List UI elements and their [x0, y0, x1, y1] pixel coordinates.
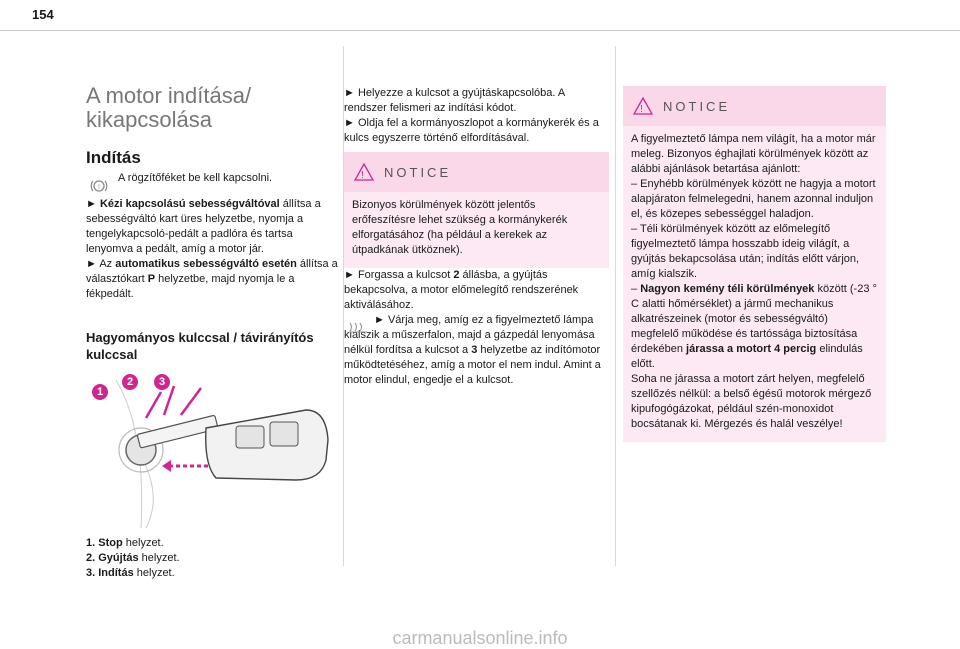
- step: [344, 116, 609, 146]
- figure-legend: [86, 536, 341, 581]
- warning-triangle-icon: [633, 97, 653, 115]
- legend-term: Gyújtás: [98, 552, 139, 564]
- subsection-heading: Hagyományos kulccsal / távirányítós kulccsal: [86, 330, 314, 362]
- step-text: Oldja fel a kormányoszlopot a kormánykerék és a kulcs egyszerre történő elfordításával.: [344, 117, 599, 144]
- bullet: ►: [374, 314, 385, 326]
- svg-text:!: !: [361, 170, 367, 181]
- bold-text: Kézi kapcsolású sebességváltóval: [99, 198, 280, 210]
- notice-text: A figyelmeztető lámpa nem világít, ha a motor már meleg. Bizonyos éghajlati körülmények között az alábbi ajánlások betartása ajánlott:: [631, 133, 876, 175]
- text: –: [631, 283, 641, 295]
- svg-text:!: !: [98, 184, 100, 191]
- legend-num: 2.: [86, 552, 96, 564]
- callout-3: 3: [154, 374, 170, 390]
- bullet: ►: [344, 117, 355, 129]
- notice-list-item: [631, 282, 878, 372]
- manual-paragraph: [86, 197, 341, 302]
- notice-text: Bizonyos körülmények között jelentős erőfeszítésre lehet szükség a kormánykerék elforgatásához (ha például a kerekek az útpadkának ütköznek).: [344, 192, 609, 268]
- preheat-lamp-icon: [348, 320, 368, 338]
- callout-1: 1: [92, 384, 108, 400]
- steps-top: [344, 86, 609, 146]
- step: [344, 313, 609, 388]
- bold-text: járassa a motort 4 percig: [686, 343, 817, 355]
- legend-term: Stop: [98, 537, 123, 549]
- notice-header: [623, 86, 886, 126]
- notice-content: [623, 126, 886, 442]
- notice-list-item: – Téli körülmények között az előmelegítő figyelmeztető lámpa hosszabb ideig világít, a gyújtás bekapcsolása után; indítás előtt várjon, amíg kialszik.: [631, 223, 860, 280]
- legend-text: helyzet.: [133, 567, 175, 579]
- footer-watermark: carmanualsonline.info: [392, 628, 568, 648]
- legend-term: Indítás: [98, 567, 134, 579]
- bold-text: 3: [471, 344, 478, 356]
- warning-triangle-icon: [354, 163, 374, 181]
- bullet: ►: [344, 269, 355, 281]
- key-ignition-figure: [86, 370, 341, 528]
- page-number: 154: [32, 7, 54, 22]
- bullet: ►: [344, 87, 355, 99]
- step-text: helyzetbe az indítómotor működtetéséhez, amíg a motor el nem indul. Amint a motor elindul, engedje el a kulcsot.: [344, 344, 601, 386]
- title-line: kikapcsolása: [86, 107, 212, 132]
- bold-text: 2: [453, 269, 460, 281]
- notice-label: NOTICE: [384, 164, 452, 180]
- bullet: ►: [86, 258, 97, 270]
- header-rule: [0, 30, 960, 31]
- column-divider: [615, 46, 616, 566]
- callout-2: 2: [122, 374, 138, 390]
- step: [344, 86, 609, 116]
- text: Az: [99, 258, 116, 270]
- section-heading: Indítás: [86, 148, 141, 167]
- bold-text: automatikus sebességváltó esetén: [115, 258, 297, 270]
- bold-text: Nagyon kemény téli körülmények: [640, 283, 815, 295]
- notice-box: [623, 86, 886, 442]
- steps-bottom: [344, 268, 609, 388]
- note-text: A rögzítőféket be kell kapcsolni.: [118, 172, 273, 184]
- notice-warning: Soha ne járassa a motort zárt helyen, megfelelő szellőzés nélkül: a belső égésű motorok mérgező kipufogógázokat, például szén-monoxidot bocsátanak ki. Mérgezés és halál veszélye!: [631, 373, 872, 430]
- step-text: Helyezze a kulcsot a gyújtáskapcsolóba. A rendszer felismeri az indítási kódot.: [344, 87, 565, 114]
- notice-box: [344, 152, 609, 268]
- step-text: Várja meg, amíg ez a figyelmeztető lámpa kialszik a műszerfalon, majd a gázpedál lenyomása nélkül fordítsa a kulcsot a: [344, 314, 595, 356]
- notice-list-item: – Enyhébb körülmények között ne hagyja a motort alapjáraton felmelegedni, hanem azonnal induljon el, és közepes sebességgel haladjon.: [631, 178, 876, 220]
- svg-text:!: !: [640, 104, 646, 115]
- step-text: Forgassa a kulcsot: [357, 269, 454, 281]
- legend-text: helyzet.: [138, 552, 180, 564]
- legend-item: [86, 566, 341, 581]
- notice-label: NOTICE: [663, 98, 731, 114]
- text: állítsa a választókart: [86, 258, 338, 285]
- text: között (-23 ° C alatti hőmérséklet) a jármű mechanikus alkatrészeinek (motor és sebességváltó) megfelelő működése és tartóssága biztosítása érdekében: [631, 283, 877, 355]
- bullet: ►: [86, 198, 97, 210]
- text: elindulás előtt.: [631, 343, 863, 370]
- step: [344, 268, 609, 313]
- parking-brake-icon: [90, 178, 108, 199]
- legend-text: helyzet.: [122, 537, 164, 549]
- text: állítsa a sebességváltó kart üres helyzetbe, nyomja a tengelykapcsoló-pedált a padlóra és tartsa lenyomva a pedált, amíg a motor jár.: [86, 198, 321, 255]
- legend-num: 1.: [86, 537, 96, 549]
- page-title: [86, 84, 336, 132]
- legend-item: [86, 551, 341, 566]
- legend-num: 3.: [86, 567, 96, 579]
- legend-item: [86, 536, 341, 551]
- notice-header: [344, 152, 609, 192]
- bold-text: P: [147, 273, 156, 285]
- text: helyzetbe, majd nyomja le a fékpedált.: [86, 273, 295, 300]
- step-text: állásba, a gyújtás bekapcsolva, a motor előmelegítő rendszerének aktiválásához.: [344, 269, 579, 311]
- title-line: A motor indítása/: [86, 83, 252, 108]
